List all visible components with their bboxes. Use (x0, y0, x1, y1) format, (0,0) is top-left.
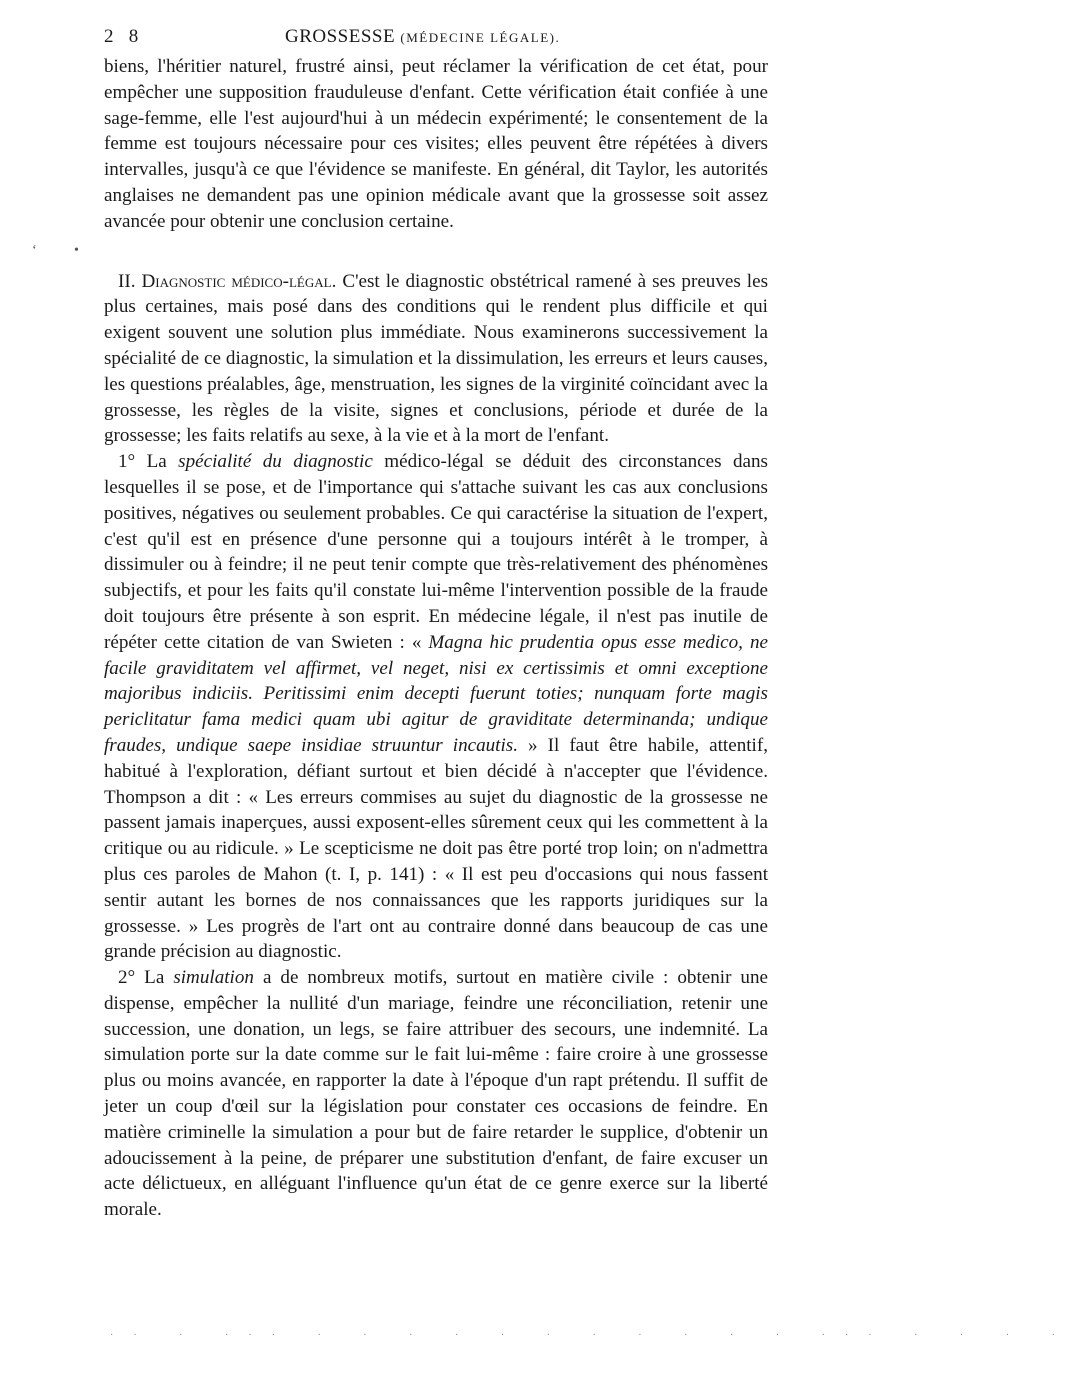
point-2-paragraph (104, 965, 768, 1223)
running-head (104, 26, 768, 54)
section-gap (32, 235, 768, 269)
point-1-text-b: » Il faut être habile, attentif, habitué à l'exploration, défiant surtout et bien décidé à n'accepter que l'évidence. Thompson a dit : « Les erreurs commises au sujet du diagnostic de la grossesse ne passent jamais inaperçues, aussi exposent-elles sûrement ceux qui les commettent à la critique ou au ridicule. » Le scepticisme ne doit pas être porté trop loin; on n'admettra plus ces paroles de Mahon (t. I, p. 141) : « Il est peu d'occasions qui nous fassent sentir autant les bornes de nos connaissances que les rapports juridiques sur la grossesse. » Les progrès de l'art ont au contraire donné dans beaucoup de cas une grande précision au diagnostic. (104, 734, 768, 963)
point-number: 2° La (118, 967, 165, 989)
running-title-main: GROSSESSE (285, 26, 396, 47)
point-term: simulation (173, 967, 254, 989)
continuation-paragraph: biens, l'héritier naturel, frustré ainsi, peut réclamer la vérification de cet état, pour empêcher une supposition frauduleuse d'enfant. Cette vérification était confiée à une sage-femme, elle l'est aujourd'hui à un médecin expérimenté; le consentement de la femme est toujours nécessaire pour ces visites; elles peuvent être répétées à divers intervalles, jusqu'à ce que l'évidence se manifeste. En général, dit Taylor, les autorités anglaises ne demandent pas une opinion médicale avant que la grossesse soit assez avancée pour obtenir une conclusion certaine. (104, 56, 768, 232)
point-1-text-a: médico-légal se déduit des circonstances dans lesquelles il se pose, et de l'importance qui s'attache suivant les cas aux conclusions positives, négatives ou seulement probables. Ce qui caractérise la situation de l'expert, c'est qu'il est en présence d'une personne qui a toujours intérêt à le tromper, à dissimuler ou à feindre; il ne peut tenir compte que très-relativement des phénomènes subjectifs, et pour les faits qu'il constate lui-même l'intervention possible de la fraude doit toujours être présente à son esprit. En médecine légale, il n'est pas inutile de répéter cette citation de van Swieten : « (104, 451, 768, 653)
stray-mark: ʻ (32, 242, 37, 258)
latin-quotation: Magna hic prudentia opus esse medico, ne facile graviditatem vel affirmet, vel neget, nisi ex certissimis et omni exceptione majoribus indiciis. Peritissimi enim decepti fuerunt toties; nunquam forte magis periclitatur fama medici quam ubi agitur de graviditate determinanda; undique fraudes, undique saepe insidiae struuntur incautis. (104, 631, 768, 756)
section-heading: Diagnostic médico-légal. (141, 270, 337, 292)
document-page (32, 26, 769, 1223)
section-ii-paragraph (104, 269, 768, 450)
running-title (285, 26, 560, 48)
footer-noise: ·· · ··· · · · · · · · · · · · ··· · · · · (110, 1330, 1075, 1341)
page-number: 2⃨8 (104, 26, 139, 47)
point-term: spécialité du diagnostic (178, 451, 373, 473)
point-2-text: a de nombreux motifs, surtout en matière civile : obtenir une dispense, empêcher la nullité d'un mariage, feindre une réconciliation, retenir une succession, une donation, un legs, se faire attribuer des secours, une indemnité. La simulation porte sur la date comme sur le fait lui-même : faire croire à une grossesse plus ou moins avancée, en rapporter la date à l'époque d'un rapt prétendu. Il suffit de jeter un coup d'œil sur la législation pour constater ces occasions de feindre. En matière criminelle la simulation a pour but de faire retarder le supplice, d'obtenir un adoucissement à la peine, de préparer une substitution d'enfant, de faire excuser un acte délictueux, en alléguant l'influence qu'un état de ce genre exerce sur la liberté morale. (104, 967, 768, 1221)
section-ii-text: C'est le diagnostic obstétrical ramené à ses preuves les plus certaines, mais posé dans des conditions qui le rendent plus difficile et qui exigent souvent une solution plus immédiate. Nous examinerons successivement la spécialité de ce diagnostic, la simulation et la dissimulation, les erreurs et leurs causes, les questions préalables, âge, menstruation, les signes de la virginité coïncidant avec la grossesse, les règles de la visite, signes et conclusions, période et durée de la grossesse; les faits relatifs au sexe, à la vie et à la mort de l'enfant. (104, 270, 769, 447)
running-title-qualifier: (MÉDECINE LÉGALE). (400, 30, 561, 45)
point-1-paragraph (104, 449, 768, 965)
point-number: 1° La (118, 451, 167, 473)
section-number: II. (118, 270, 136, 292)
stray-mark: • (74, 242, 79, 258)
